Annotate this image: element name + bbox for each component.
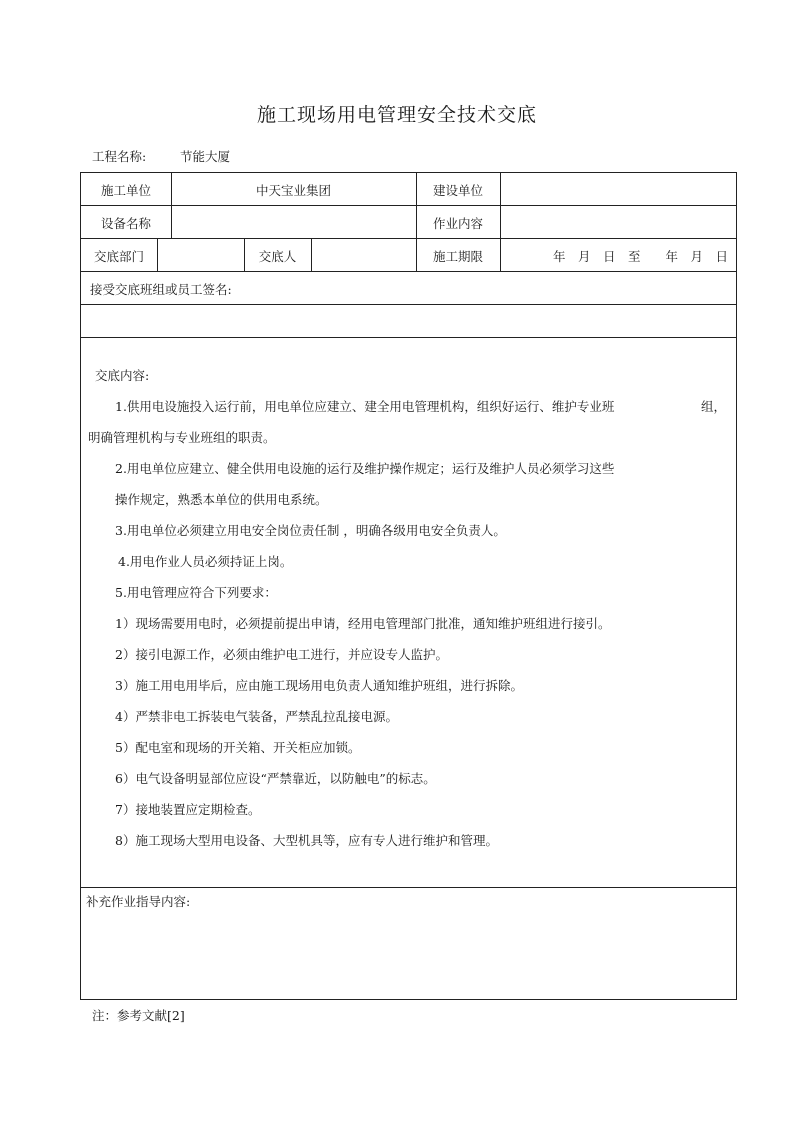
project-name-value: 节能大厦 — [180, 149, 231, 164]
content-line: 4.用电作业人员必须持证上岗。 — [118, 554, 293, 569]
col-divider — [157, 238, 158, 271]
period-label: 施工期限 — [432, 249, 483, 264]
content-line: 5.用电管理应符合下列要求： — [115, 585, 277, 600]
builder-label: 建设单位 — [432, 183, 483, 198]
content-line: 2.用电单位应建立、健全供用电设施的运行及维护操作规定；运行及维护人员必须学习这些 — [115, 461, 615, 476]
content-line: 5）配电室和现场的开关箱、开关柜应加锁。 — [115, 740, 361, 755]
signature-label: 接受交底班组或员工签名: — [90, 282, 232, 297]
work-content-label: 作业内容 — [432, 216, 483, 231]
construction-unit-value: 中天宝业集团 — [255, 183, 331, 198]
row-divider — [81, 337, 736, 338]
content-line: 6）电气设备明显部位应设“严禁靠近，以防触电”的标志。 — [115, 771, 436, 786]
construction-unit-label: 施工单位 — [100, 183, 151, 198]
content-line: 3.用电单位必须建立用电安全岗位责任制 ，明确各级用电安全负责人。 — [115, 523, 506, 538]
footnote: 注：参考文献[2] — [92, 1008, 185, 1023]
disclosure-table — [80, 172, 737, 1000]
row-divider — [81, 887, 736, 888]
supplement-label: 补充作业指导内容: — [86, 894, 191, 909]
content-line: 3）施工用电用毕后，应由施工现场用电负责人通知维护班组，进行拆除。 — [115, 678, 523, 693]
row-divider — [81, 205, 736, 206]
row-divider — [81, 304, 736, 305]
document-title: 施工现场用电管理安全技术交底 — [256, 104, 537, 126]
content-line: 8）施工现场大型用电设备、大型机具等，应有专人进行维护和管理。 — [115, 833, 498, 848]
project-name-label: 工程名称: — [92, 149, 147, 164]
content-line: 4）严禁非电工拆装电气装备，严禁乱拉乱接电源。 — [115, 709, 398, 724]
content-title: 交底内容: — [95, 368, 150, 383]
disclosure-dept-label: 交底部门 — [93, 249, 144, 264]
content-line: 操作规定，熟悉本单位的供用电系统。 — [115, 492, 328, 507]
period-value: 年 月 日 至 年 月 日 — [552, 249, 728, 264]
row-divider — [81, 238, 736, 239]
content-line: 1）现场需要用电时，必须提前提出申请，经用电管理部门批准，通知维护班组进行接引。 — [115, 616, 611, 631]
content-line: 明确管理机构与专业班组的职责。 — [88, 430, 276, 445]
col-divider — [311, 238, 312, 271]
content-line: 1.供用电设施投入运行前，用电单位应建立、建全用电管理机构，组织好运行、维护专业班 — [115, 399, 615, 414]
content-line: 2）接引电源工作，必须由维护电工进行，并应设专人监护。 — [115, 647, 448, 662]
row-divider — [81, 271, 736, 272]
equipment-label: 设备名称 — [100, 216, 151, 231]
content-line: 7）接地装置应定期检查。 — [115, 802, 261, 817]
discloser-label: 交底人 — [258, 249, 297, 264]
content-line: 组， — [701, 399, 727, 414]
